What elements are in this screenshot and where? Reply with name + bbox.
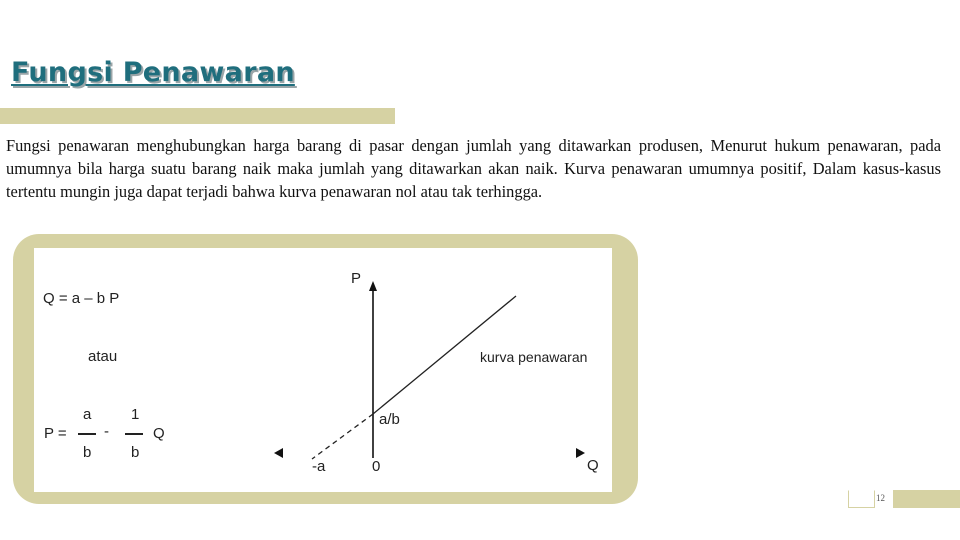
equation-q: Q = a – b P — [43, 290, 120, 307]
slide-title: Fungsi Penawaran — [11, 57, 295, 88]
title-accent-bar — [0, 108, 395, 124]
frac1-line — [78, 433, 96, 435]
q-axis-arrow-left — [274, 448, 283, 458]
q-axis-label: Q — [587, 457, 599, 474]
frac1-numerator: a — [83, 406, 92, 423]
frac2-denominator: b — [131, 444, 140, 461]
origin-label: 0 — [372, 458, 381, 475]
p-axis-arrow — [369, 281, 377, 291]
intercept-p-label: a/b — [379, 411, 400, 428]
supply-curve-dashed — [312, 414, 373, 459]
frac2-variable: Q — [153, 425, 165, 442]
body-paragraph: Fungsi penawaran menghubungkan harga barang di pasar dengan jumlah yang ditawarkan produsen, Menurut hukum penawaran, pada umumnya bila harga suatu barang naik maka jumlah yang ditawarkan akan naik. Kurva penawaran umumnya positif, Dalam kasus-kasus tertentu mungin juga dapat terjadi bahwa kurva penawaran nol atau tak terhingga. — [6, 136, 941, 201]
atau-label: atau — [88, 348, 118, 365]
supply-curve-figure — [34, 248, 612, 492]
frac2-numerator: 1 — [131, 406, 140, 423]
intercept-q-label: -a — [312, 458, 326, 475]
frac2-line — [125, 433, 143, 435]
supply-graph — [34, 248, 612, 492]
page-number: 12 — [876, 493, 885, 503]
curve-label: kurva penawaran — [480, 349, 588, 365]
p-axis-label: P — [351, 270, 362, 287]
q-axis-arrow-right — [576, 448, 585, 458]
frac1-denominator: b — [83, 444, 92, 461]
page-number-box — [848, 490, 875, 508]
minus-sign: - — [104, 423, 109, 440]
page-footer-bar — [893, 490, 960, 508]
equation-p-lhs: P = — [44, 425, 67, 442]
